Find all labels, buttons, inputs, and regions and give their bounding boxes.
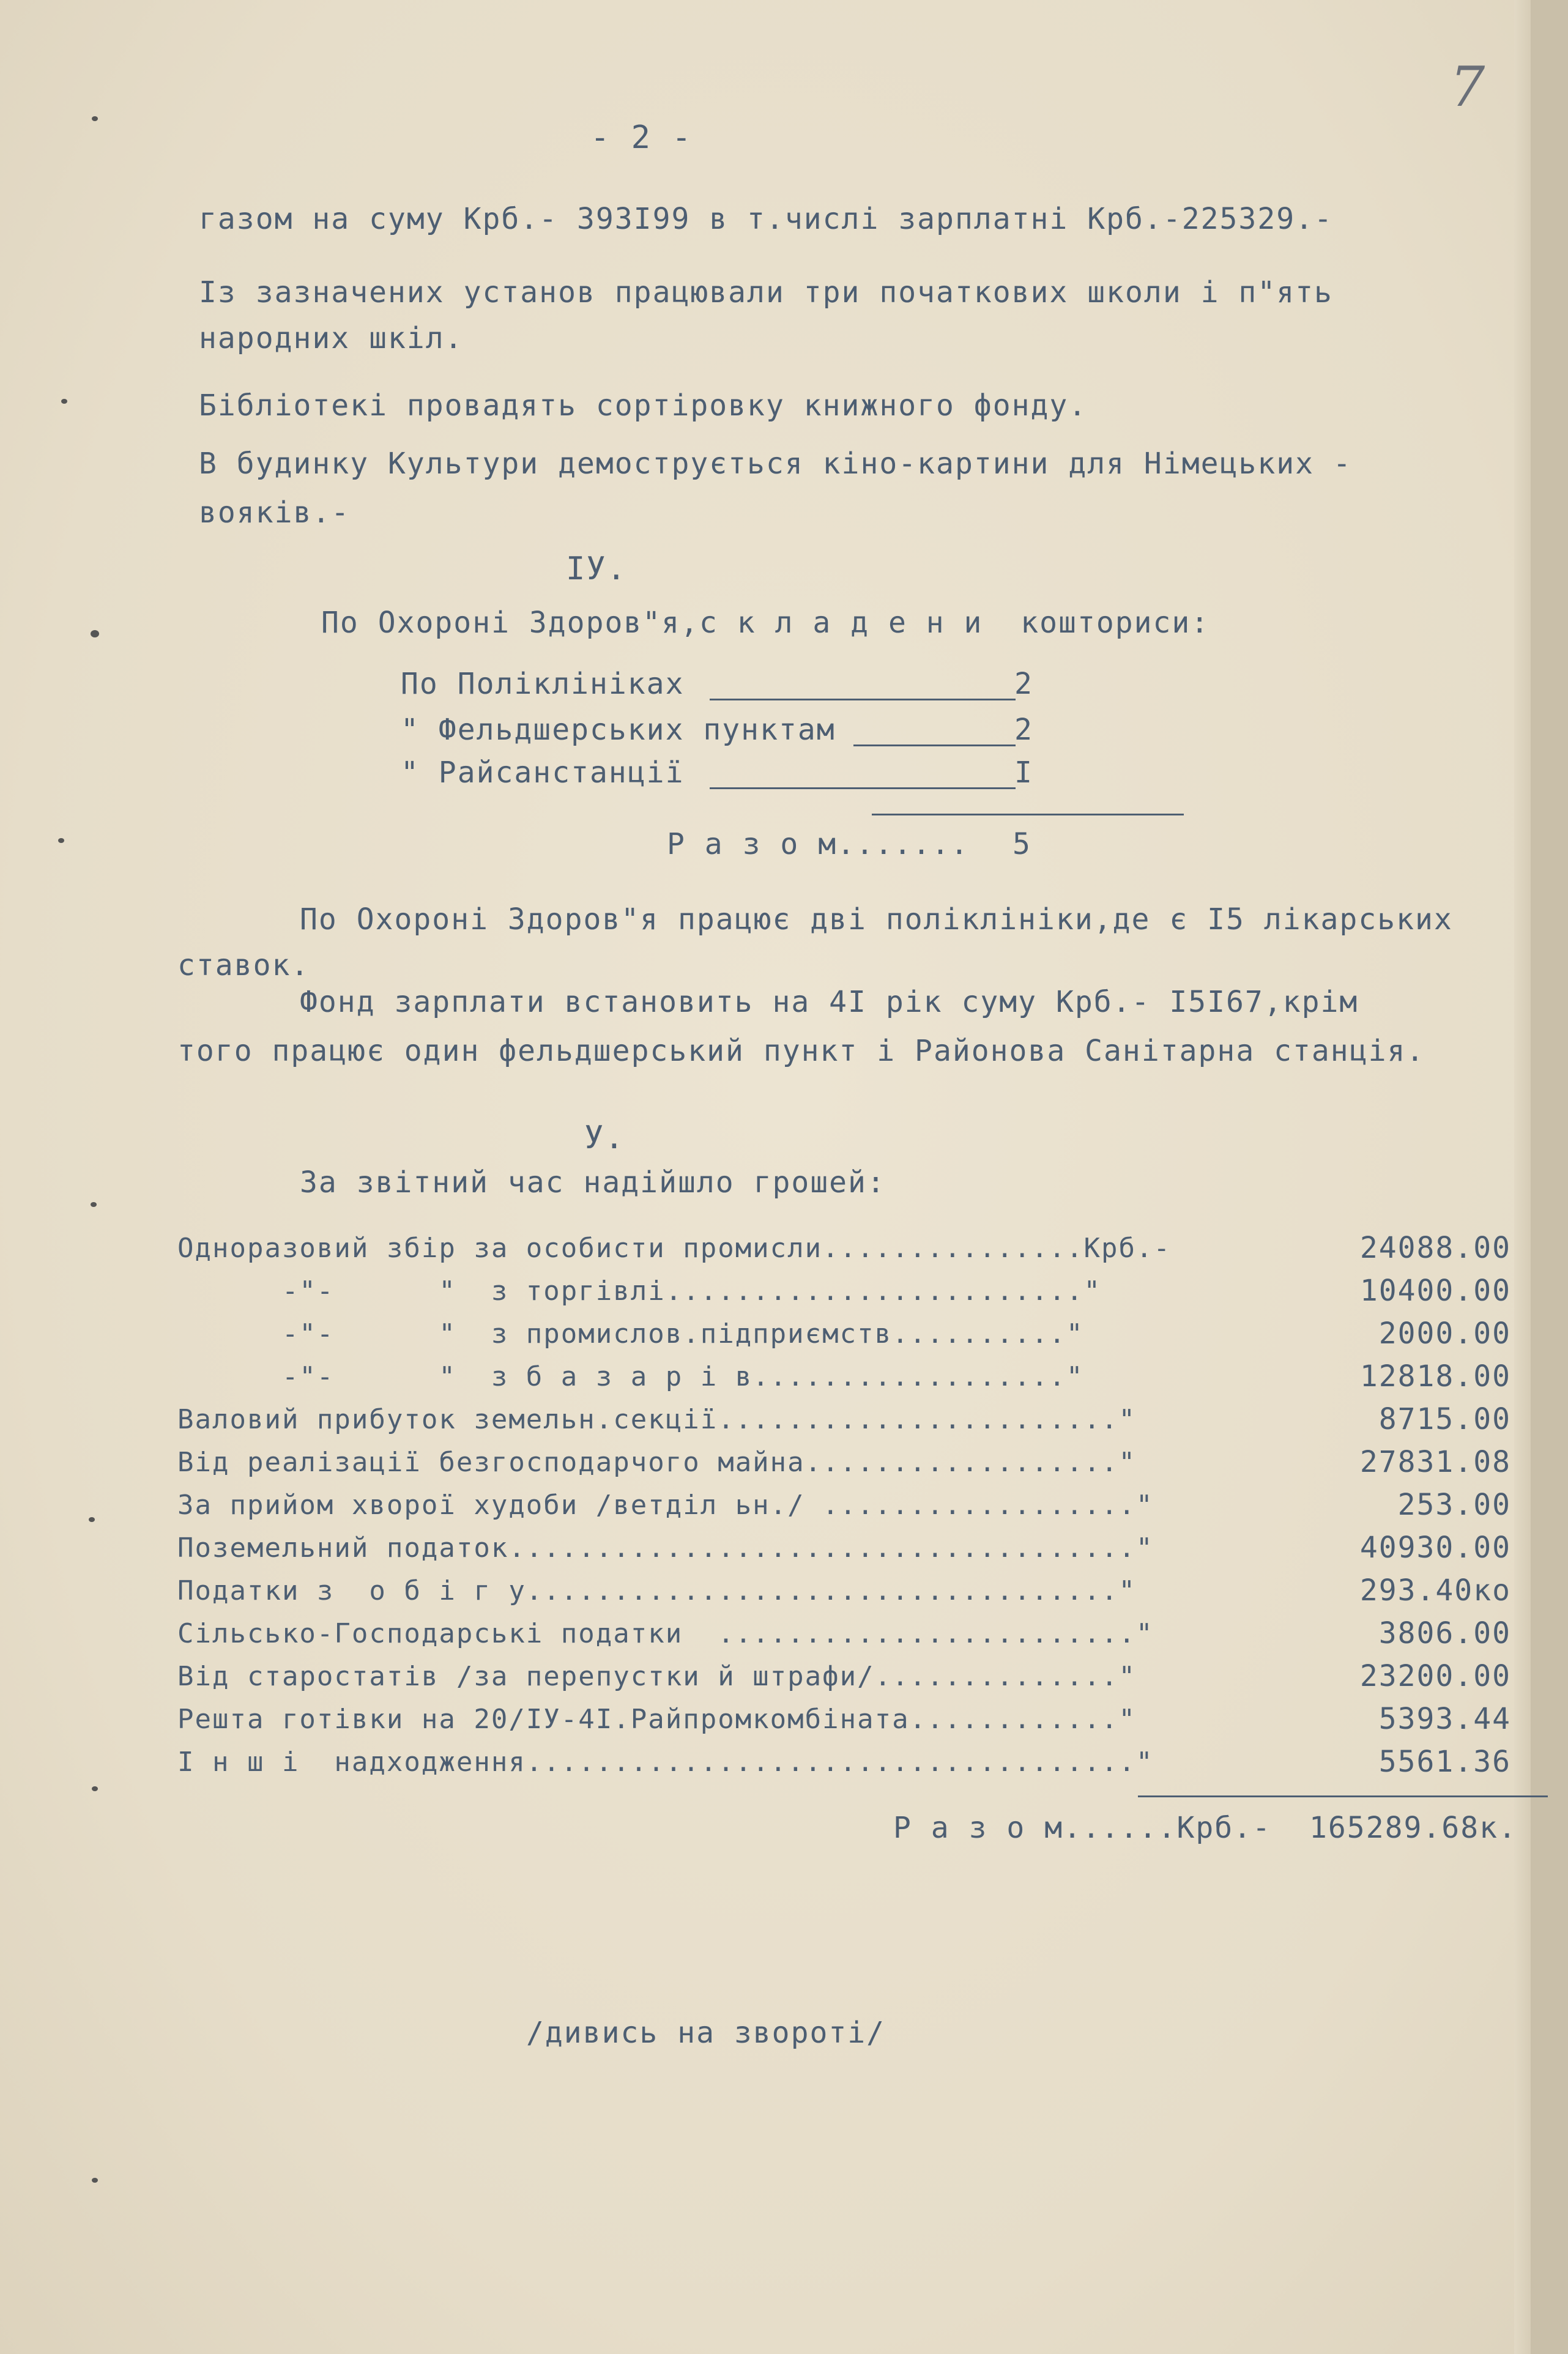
intro-line-1: газом на суму Крб.- 393І99 в т.числі зарплатні Крб.-225329.-: [199, 202, 1333, 236]
income-row-label: -"- " з промислов.підприємств..........": [177, 1318, 1084, 1350]
income-row-label: Поземельний податок....................................": [177, 1532, 1154, 1564]
income-row-label: Від старостатів /за перепустки й штрафи/..............": [177, 1661, 1136, 1692]
income-row-label: -"- " з б а з а р і в..................": [177, 1361, 1084, 1392]
income-row-label: І н ш і надходження...................................": [177, 1747, 1154, 1778]
scan-speck: [91, 1202, 97, 1207]
footer-note: /дивись на звороті/: [526, 2016, 886, 2050]
income-row-label: Податки з о б і г у..................................": [177, 1575, 1136, 1606]
income-row-label: Одноразовий збір за особисти промисли...............Крб.-: [177, 1233, 1171, 1264]
intro-line-4: Бібліотекі провадять сортіровку книжного фонду.: [199, 388, 1088, 423]
scan-speck: [58, 838, 64, 843]
scan-speck: [92, 116, 98, 121]
income-row-amount: 3806.00: [1378, 1616, 1511, 1650]
income-row-amount: 24088.00: [1359, 1231, 1511, 1265]
fill-line: [710, 787, 1016, 789]
section-4-total-label: Р а з о м.......: [667, 827, 970, 861]
page-edge: [1514, 0, 1531, 2354]
income-row-label: За прийом хворої худоби /ветділ ьн./ ..................": [177, 1490, 1154, 1521]
income-row-amount: 12818.00: [1359, 1359, 1511, 1394]
section-4-heading: ІУ.: [566, 551, 627, 587]
section-5-heading: У.: [584, 1119, 625, 1156]
income-row-amount: 40930.00: [1359, 1531, 1511, 1565]
health-item-label: По Поліклініках: [401, 667, 685, 701]
health-item-value: І: [1014, 756, 1033, 790]
scan-speck: [92, 1786, 98, 1791]
health-para-1-line-2: ставок.: [177, 948, 310, 982]
health-item-value: 2: [1014, 667, 1033, 701]
income-row-amount: 5393.44: [1378, 1702, 1511, 1736]
health-para-2-line-1: Фонд зарплати встановить на 4І рік суму Крб.- І5І67,крім: [300, 985, 1359, 1019]
intro-line-3: народних шкіл.: [199, 321, 464, 355]
income-row-amount: 10400.00: [1359, 1274, 1511, 1308]
income-row-label: Решта готівки на 20/ІУ-4І.Райпромкомбіната............": [177, 1704, 1136, 1735]
income-row-amount: 8715.00: [1378, 1402, 1511, 1436]
intro-line-5: В будинку Культури демострується кіно-картини для Німецьких -: [199, 447, 1352, 481]
income-row-amount: 23200.00: [1359, 1659, 1511, 1693]
total-rule: [872, 814, 1184, 815]
health-para-1-line-1: По Охороні Здоров"я працює дві поліклініки,де є І5 лікарських: [300, 902, 1453, 937]
income-row-label: -"- " з торгівлі........................": [177, 1275, 1101, 1307]
income-row-amount: 253.00: [1397, 1488, 1511, 1522]
health-item-label: " Фельдшерських пунктам: [401, 713, 836, 747]
scan-speck: [92, 2178, 98, 2183]
income-row-label: Від реалізації безгосподарчого майна..................": [177, 1447, 1136, 1478]
income-row-label: Сільсько-Господарські податки ........................": [177, 1618, 1154, 1649]
income-row-amount: 27831.08: [1359, 1445, 1511, 1479]
section-5-intro: За звітний час надійшло грошей:: [300, 1165, 886, 1200]
scan-border: [1531, 0, 1568, 2354]
page-mark: 7: [1450, 55, 1487, 119]
income-row-amount: 2000.00: [1378, 1316, 1511, 1351]
scan-speck: [91, 630, 99, 637]
health-item-value: 2: [1014, 713, 1033, 747]
fill-line: [853, 744, 1016, 746]
scan-speck: [61, 399, 67, 404]
section-4-total-value: 5: [1013, 827, 1031, 861]
intro-line-2: Із зазначених установ працювали три початкових школи і п"ять: [199, 275, 1333, 310]
health-item-label: " Райсанстанції: [401, 756, 685, 790]
income-row-amount: 293.40ко: [1359, 1573, 1511, 1608]
scan-speck: [89, 1517, 95, 1522]
fill-line: [710, 699, 1016, 700]
page-number: - 2 -: [590, 119, 693, 156]
health-para-2-line-2: того працює один фельдшерський пункт і Районова Санітарна станція.: [177, 1034, 1425, 1068]
income-row-amount: 5561.36: [1378, 1745, 1511, 1779]
intro-line-6: вояків.-: [199, 496, 351, 530]
total-rule: [1138, 1795, 1548, 1797]
section-5-total-value: 165289.68к.: [1309, 1811, 1517, 1845]
section-4-intro: По Охороні Здоров"я,с к л а д е н и кошториси:: [321, 606, 1210, 640]
income-row-label: Валовий прибуток земельн.секції.......................": [177, 1404, 1136, 1435]
section-5-total-label: Р а з о м......Крб.-: [893, 1811, 1271, 1845]
